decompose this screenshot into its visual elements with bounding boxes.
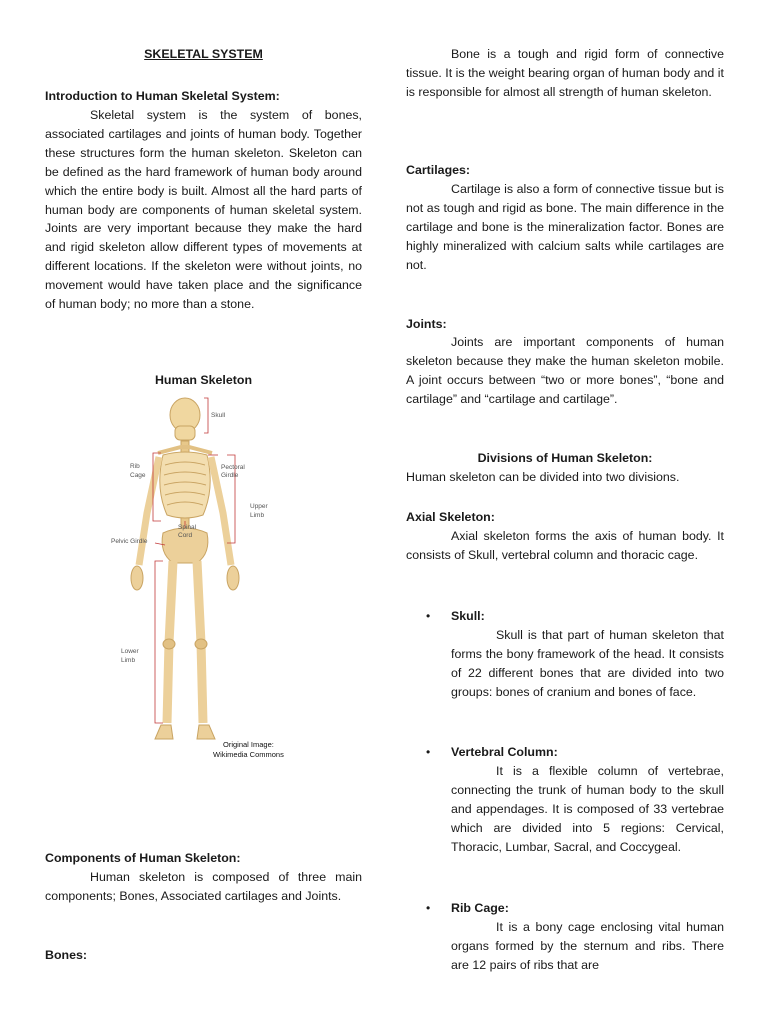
rib-cage-heading: Rib Cage: bbox=[451, 901, 509, 915]
label-pelvic-girdle: Pelvic Girdle bbox=[111, 538, 148, 545]
label-girdle: Girdle bbox=[221, 472, 239, 479]
components-heading: Components of Human Skeleton: bbox=[45, 851, 241, 865]
joints-paragraph: Joints are important components of human skeleton because they make the human skeleton mobile. A joint occurs between “two or more bones”, “bone and cartilage” and “cartilage and cartilage”. bbox=[406, 335, 724, 406]
bullet-vertebral-column bbox=[406, 743, 724, 856]
skull-heading: Skull: bbox=[451, 609, 485, 623]
label-limb: Limb bbox=[250, 512, 265, 519]
skeleton-illustration bbox=[75, 393, 290, 765]
bullet-glyph: • bbox=[426, 745, 431, 759]
axial-heading: Axial Skeleton: bbox=[406, 510, 495, 524]
credit-line-2: Wikimedia Commons bbox=[213, 750, 284, 759]
label-skull: Skull bbox=[211, 412, 226, 419]
credit-line-1: Original Image: bbox=[223, 740, 274, 749]
vertebral-column-paragraph: It is a flexible column of vertebrae, connecting the trunk of human body to the skull and appendages. It is composed of 33 vertebrae which are divided into 5 regions: Cervical, Thoracic, Lumbar, Sacral, and Coccygeal. bbox=[451, 763, 724, 854]
label-rib: Rib bbox=[130, 463, 140, 470]
cartilages-paragraph: Cartilage is also a form of connective tissue but is not as tough and rigid as bone. The main difference in the cartilage and bone is the mineralization factor. Bones are highly mineralized with calcium salts while cartilages are not. bbox=[406, 182, 724, 272]
label-spinal: Spinal bbox=[178, 524, 197, 531]
cartilages-heading: Cartilages: bbox=[406, 163, 471, 177]
vertebral-column-heading: Vertebral Column: bbox=[451, 745, 558, 759]
bullet-glyph: • bbox=[426, 901, 431, 915]
bullet-glyph: • bbox=[426, 609, 431, 623]
components-paragraph: Human skeleton is composed of three main components; Bones, Associated cartilages and Joints. bbox=[45, 870, 362, 903]
label-lower-limb: Limb bbox=[121, 657, 136, 664]
bones-heading: Bones: bbox=[45, 948, 87, 962]
axial-paragraph: Axial skeleton forms the axis of human body. It consists of Skull, vertebral column and thoracic cage. bbox=[406, 529, 724, 562]
rib-cage-paragraph: It is a bony cage enclosing vital human organs formed by the sternum and ribs. There are 12 pairs of ribs that are bbox=[451, 919, 724, 972]
intro-paragraph: Skeletal system is the system of bones, associated cartilages and joints of human body. Together these structures form the human skeleton. Skeleton can be defined as the hard framework of human body around which the entire body is built. Almost all the hard parts of human body are components of human skeletal system. Joints are very important because they make the hard and rigid skeleton allow different types of movements at different locations. If the skeleton were without joints, no movement would have taken place and the significance of human body; no more than a stone. bbox=[45, 108, 362, 312]
bones-paragraph: Bone is a tough and rigid form of connective tissue. It is the weight bearing organ of human body and it is responsible for almost all strength of human skeleton. bbox=[406, 47, 724, 99]
skull-paragraph: Skull is that part of human skeleton that forms the bony framework of the head. It consists of 22 different bones that are divided into two groups: bones of cranium and bones of face. bbox=[451, 627, 724, 699]
label-cage: Cage bbox=[130, 472, 146, 479]
skeleton-figure bbox=[75, 393, 290, 765]
figure-heading: Human Skeleton bbox=[154, 373, 253, 387]
intro-heading: Introduction to Human Skeletal System: bbox=[45, 89, 280, 103]
label-upper: Upper bbox=[250, 503, 268, 510]
document-title: SKELETAL SYSTEM bbox=[144, 47, 263, 61]
label-pectoral: Pectoral bbox=[221, 464, 245, 471]
label-cord: Cord bbox=[178, 532, 193, 539]
label-lower: Lower bbox=[121, 648, 139, 655]
divisions-paragraph: Human skeleton can be divided into two divisions. bbox=[406, 470, 680, 484]
divisions-heading: Divisions of Human Skeleton: bbox=[477, 451, 653, 465]
joints-heading: Joints: bbox=[406, 317, 447, 331]
bullet-rib-cage bbox=[406, 899, 724, 975]
bullet-skull bbox=[406, 607, 724, 702]
